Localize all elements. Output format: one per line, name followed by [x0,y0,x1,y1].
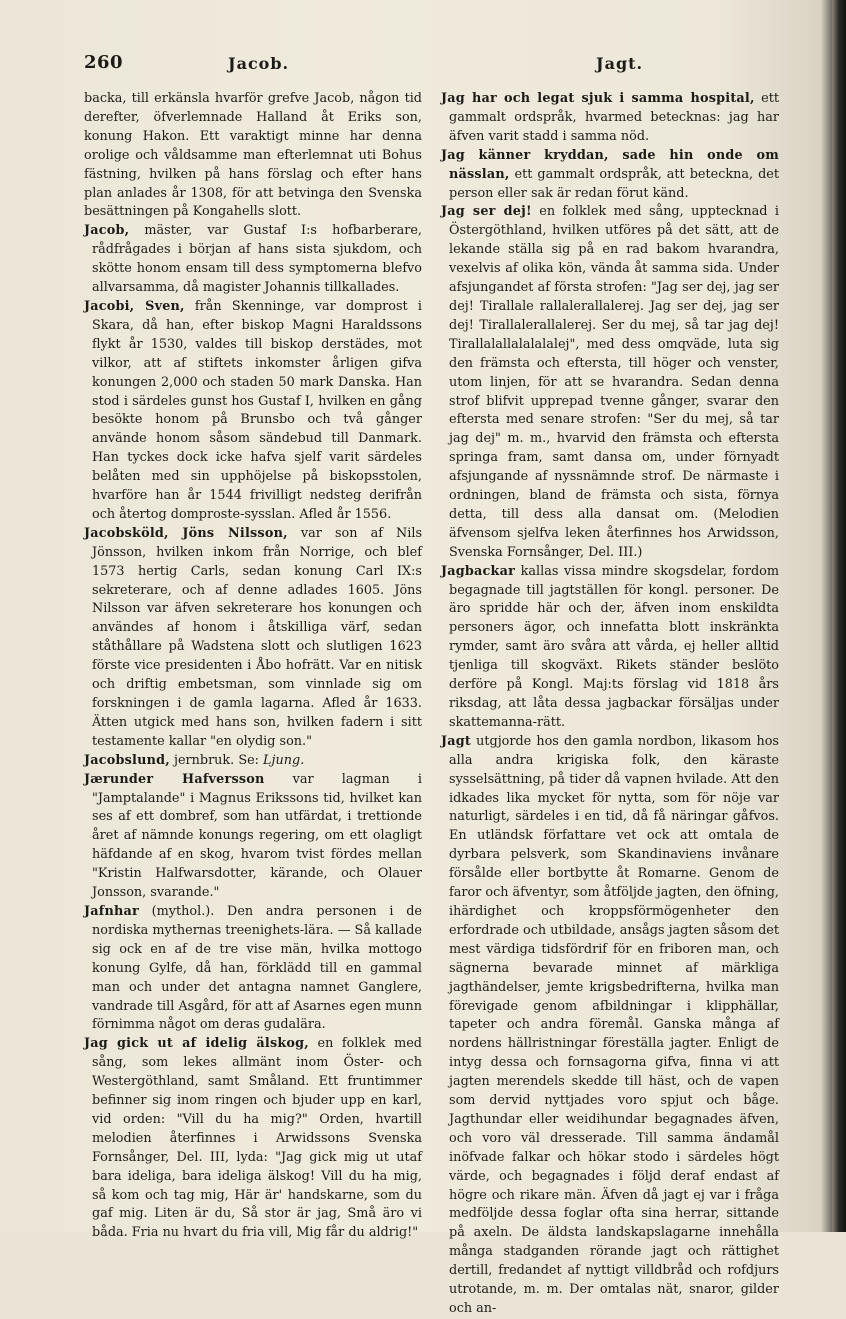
entry-crossref: Ljung. [263,752,305,768]
entry [84,298,422,525]
entry-text: kallas vissa mindre skogsdelar, fordom begagnade till jagtställen för kongl. personer. De äro spridde här och der, äfven inom enskildta personers ägor, och innefatta blott inskränkta rymder, samt äro svåra att vårda, ej heller alltid tjenliga till skogväxt. Rikets ständer beslöto derföre på Kongl. Maj:ts förslag vid 1818 års riksdag, att låta dessa jagbackar försäljas under skattemanna-rätt. [449,563,779,730]
left-column [84,90,422,1243]
entry-headword: Jag har och legat sjuk i samma hospital, [441,91,755,106]
entry-headword: Jacob, [84,223,130,239]
entry-text: en folklek med sång, som lekes allmänt inom Öster- och Westergöthland, samt Småland. Ett fruntimmer befinner sig inom ringen och bjuder upp en karl, vid orden: "Vill du ha mig?" Orden, hvartill melodien återfinnes i Arwidssons Svenska Fornsånger, Del. III, lyda: "Jag gick mig ut utaf bara ideliga, bara ideliga älskog! Vill du ha mig, så kom och tag mig, Här är' handskarne, som du gaf mig. Liten är du, Så stor är jag, Små äro vi båda. Fria nu hvart du fria vill, Mig får du aldrig!" [92,1036,422,1241]
entry-headword: Jag känner kryddan, sade hin onde om nässlan, [441,147,779,182]
entry-text: en folklek med sång, uppt​ecknad i Östergöthland, hvilken utföres på det sätt, att de lekande ställa sig på en rad bakom hvarandra, vexelvis af olika kön, vända åt samma sida. Under afsjungandet af första strofen: "Jag ser dej, jag ser dej! Tirallale rallalerallalerej. Jag ser dej, jag ser dej! Tirallalerallalerej. Ser du mej, så tar jag dej! Tirallalallalalalalej", med dess omqväde, luta sig den främsta och efter​sta, till höger och venster, utom linjen, för att se hvarandra. Sedan denna strof blifvit upprepad tvenne gånger, svarar den eftersta med senare strofen: "Ser du mej, så tar jag dej" m. m., hvarvid den främsta och eftersta springa fram, samt dansa om, under förnyadt afsjungande af nyssnämnde strof. De närmaste i ordningen, bland de främsta och sista, förnya detta, till dess alla dansat om. (Melodien äfvensom sjelfva leken återfinnes hos Arwidsson, Svenska Fornsånger, Del. III.) [449,204,780,560]
entry [84,903,422,1035]
entry-text: backa, till erkänsla hvarför grefve Jacob, någon tid derefter, öfverlemnade Halland åt Eriks son, konung Hakon. Ett varaktigt minne har denna orolige och våldsamme man efterlemnat uti Bohus fästning, hvilken på hans förslag och efter hans plan anlades år 1308, för att betvinga den Svenska besättningen på Kongahells slott. [84,91,422,220]
left-running-head: Jacob. [228,54,290,73]
entry-text: var son af Nils Jönsson, hvilken inkom från Norrige, och blef 1573 hertig Carls, sedan konung Carl IX:s sekreterare, och af denne adlades 1605. Jöns Nilsson var äfven sekreterare hos konungen och användes af honom i åtskilliga värf, sedan ståthållare på Wadstena slott och slutligen 1623 förste vice presidenten i Åbo hofrätt. Var en nitisk och driftig embetsman, som vinnlade sig om forskningen i de gamla lagarna. Afled år 1633. Ätten utgick med hans son, hvilken fadern i sitt testamente kallar "en olydig son." [92,525,423,749]
entry [441,90,779,147]
entry-headword: Jacobslund, [84,752,170,768]
entry-text: ett gammalt ordspråk, att beteckna, det person eller sak är redan förut känd. [449,166,779,201]
entry-text: ett gammalt ordspråk, hvarmed betecknas: jag har äfven varit stadd i samma nöd. [449,91,779,144]
entry-text: mäster, var Gustaf I:s hofbarberare, rådfrågades i början af hans sista sjukdom, och skötte honom ensam till dess symptomerna blefvo allvarsamma, då magister Johannis tillkallades. [92,223,422,296]
entry-headword: Jagbackar [441,563,516,579]
entry [441,563,779,733]
entry [84,752,422,771]
entry [84,771,422,903]
right-column [441,90,779,1319]
entry [84,525,422,752]
entry-headword: Jacobsköld, Jöns Nilsson, [84,525,288,541]
entry-headword: Jafnhar [84,903,139,919]
book-binding-edge [832,0,846,1232]
entry [84,222,422,298]
entry-text: (mythol.). Den andra personen i de nordiska mythernas treenighets-lära. — Så kallade sig ock en af de tre vise män, hvilka mottogo konung Gylfe, då han, förklädd till en gammal man och under det antagna namnet Ganglere, vandrade till Asgård, för att af Asarnes egen munn förnimma något om deras gudalära. [92,903,422,1033]
page-header [84,52,790,78]
page-number: 260 [84,52,124,73]
entry-headword: Jærunder Hafversson [84,771,265,787]
entry [84,1035,422,1243]
entry-headword: Jagt [441,733,472,749]
entry-headword: Jacobi, Sven, [84,298,185,314]
entry-text: jernbruk. Se: [169,752,264,768]
entry-headword: Jag gick ut af idelig älskog, [84,1036,309,1052]
entry-text: från Skenninge, var domprost i Skara, då han, efter biskop Magni Haraldssons flykt år 1530, valdes till biskop derstädes, mot vilkor, att af stiftets inkomster årligen gifva konungen 2,000 och staden 50 mark Danska. Han stod i särdeles gunst hos Gustaf I, hvilken en gång besökte honom på Brunsbo och två gånger använde honom såsom sändebud till Danmark. Han tyckes dock icke hafva sjelf varit särdeles belåten med sin upphöjelse på biskopsstolen, hvarföre han år 1544 frivilligt nedsteg derifrån och återtog domproste-sysslan. Afled år 1556. [92,298,422,522]
entry-text: utgjorde hos den gamla nordbon, likasom hos alla andra krigiska folk, den käraste sysselsättning, på tider då vapnen hvilade. Att den idkades lika mycket för nytta, som för nöje var naturligt, särdeles i en tid, då få näringar gåfvos. En utländsk författare vet ock att omtala de dyrbara pelsverk, som Skandinaviens invånare försålde eller bortbytte åt Romarne. Genom de faror och äfventyr, som åtföljde jagten, den öfning, ihärdighet och kroppsförmögenheter den erfordrade och utbildade, ansågs jagten såsom det mest värdiga tidsfördrif för en friboren man, och sägnerna bevarade minnet af märkliga jagthändelser, jemte krigsbedrifterna, hvilka man förevigade genom afbildningar i klipphällar, tapeter och andra föremål. Ganska många af nordens hällristningar föreställa jagter. Enligt de intyg dessa och fornsagorna gifva, finna vi att jagten merendels skedde till häst, och de vapen som dervid nyttjades voro spjut och båge. Jagthundar eller weidihundar begagnades äfven, och voro väl dresserade. Till samma ändamål inöfvade falkar och hökar stodo i särdeles högt värde, och begagnades i följd deraf endast af högre och rikare män. Äfven då jagt ej var i fråga medföljde dessa foglar ofta sina herrar, sittande på axeln. De äldsta landskapslagarne innehålla många stadganden rörande jagt och rättighet dertill, fredandet af nyttigt villdbråd och rofdjurs utrotande, m. m. Der omtalas nät, snaror, gilder och an- [449,733,779,1316]
right-running-head: Jagt. [596,54,644,73]
entry [441,733,779,1319]
entry [441,203,779,562]
entry-headword: Jag ser dej! [441,204,532,220]
entry-text: var lagman i "Jamptalande" i Magnus Erikssons tid, hvilket kan ses af ett dombref, som han utfärdat, i trettionde året af nämnde konungs regering, om ett olagligt häfdande af en skog, hvarom tvist fördes mellan "Kristin Halfwarsdotter, kärande, och Olauer Jonsson, svarande." [92,771,422,901]
entry [441,147,779,204]
